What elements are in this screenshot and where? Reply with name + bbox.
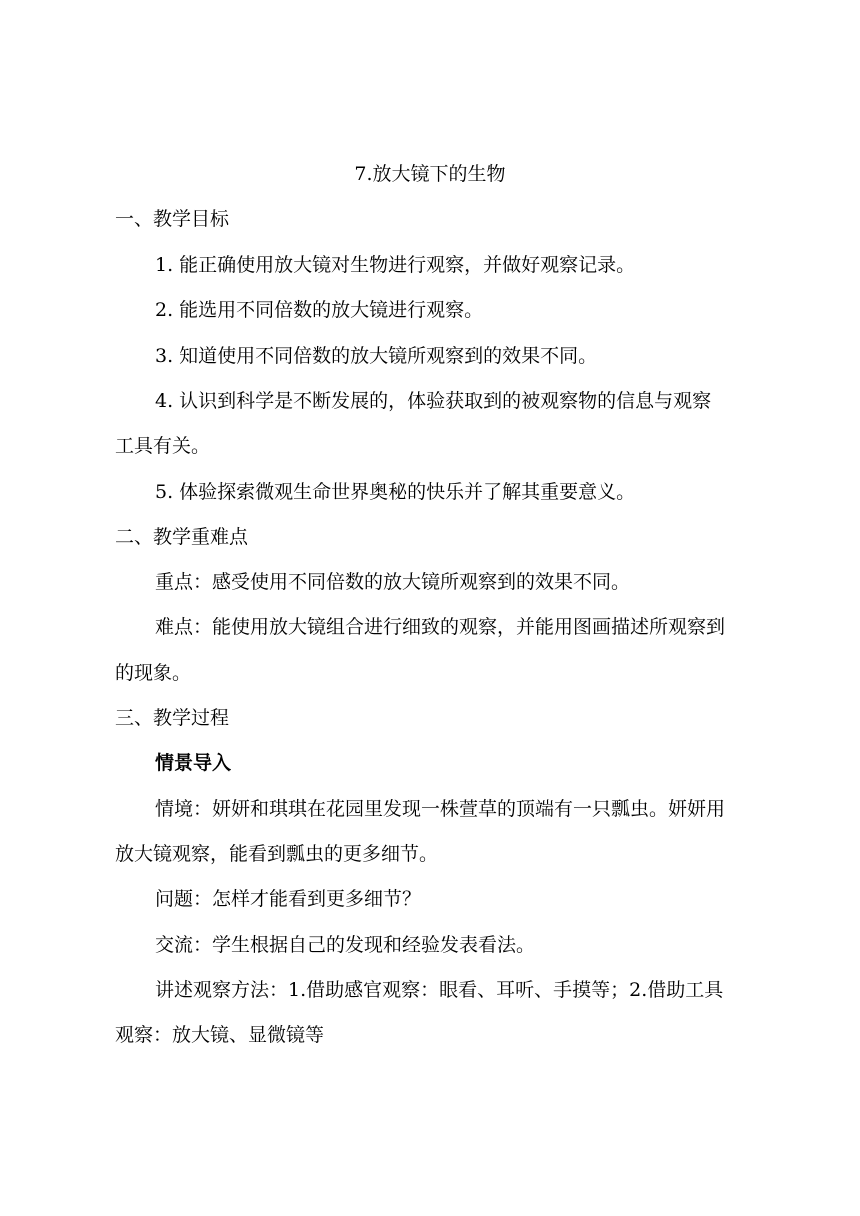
section-heading-key-points: 二、教学重难点 — [115, 526, 249, 548]
method-text: 讲述观察方法：1.借助感官观察：眼看、耳听、手摸等；2.借助工具 — [155, 979, 724, 1001]
document-title: 7.放大镜下的生物 — [354, 163, 506, 185]
difficulty-text: 难点：能使用放大镜组合进行细致的观察，并能用图画描述所观察到 — [155, 616, 726, 638]
question-text: 问题：怎样才能看到更多细节？ — [155, 888, 422, 910]
subheading-scenario-intro: 情景导入 — [155, 752, 232, 774]
situation-text-continued: 放大镜观察，能看到瓢虫的更多细节。 — [115, 843, 439, 865]
exchange-text: 交流：学生根据自己的发现和经验发表看法。 — [155, 934, 536, 956]
section-heading-process: 三、教学过程 — [115, 707, 230, 729]
key-point-text: 重点：感受使用不同倍数的放大镜所观察到的效果不同。 — [155, 571, 631, 593]
objective-item-4: 4. 认识到科学是不断发展的，体验获取到的被观察物的信息与观察 — [155, 390, 712, 412]
difficulty-text-continued: 的现象。 — [115, 662, 192, 684]
section-heading-objectives: 一、教学目标 — [115, 208, 230, 230]
objective-item-3: 3. 知道使用不同倍数的放大镜所观察到的效果不同。 — [155, 345, 598, 367]
objective-item-1: 1. 能正确使用放大镜对生物进行观察，并做好观察记录。 — [155, 254, 636, 276]
objective-item-4-continued: 工具有关。 — [115, 435, 211, 457]
method-text-continued: 观察：放大镜、显微镜等 — [115, 1024, 325, 1046]
objective-item-2: 2. 能选用不同倍数的放大镜进行观察。 — [155, 299, 484, 321]
objective-item-5: 5. 体验探索微观生命世界奥秘的快乐并了解其重要意义。 — [155, 481, 636, 503]
situation-text: 情境：妍妍和琪琪在花园里发现一株萱草的顶端有一只瓢虫。妍妍用 — [155, 798, 726, 820]
